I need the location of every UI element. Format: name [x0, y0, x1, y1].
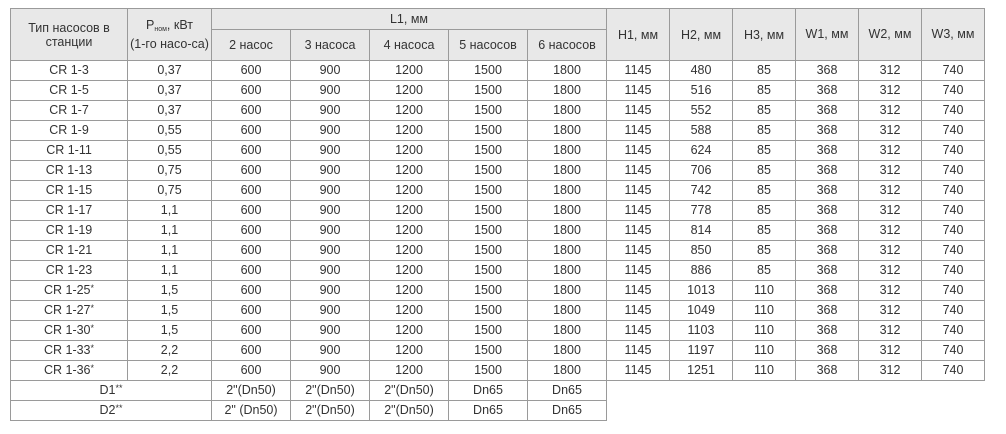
h3-cell: 110	[733, 321, 796, 341]
w2-cell: 312	[859, 221, 922, 241]
l1-cell: 600	[212, 101, 291, 121]
header-h2: H2, мм	[670, 9, 733, 61]
l1-cell: 900	[291, 361, 370, 381]
pump-type-cell	[11, 301, 128, 321]
power-cell: 1,1	[128, 241, 212, 261]
w1-cell: 368	[796, 201, 859, 221]
h1-cell: 1145	[607, 281, 670, 301]
l1-cell: 1200	[370, 101, 449, 121]
w1-cell: 368	[796, 321, 859, 341]
h3-cell: 110	[733, 281, 796, 301]
l1-cell: 1500	[449, 161, 528, 181]
header-power	[128, 9, 212, 61]
l1-cell: 1800	[528, 101, 607, 121]
h2-cell: 814	[670, 221, 733, 241]
footnote-mark: *	[90, 303, 95, 313]
l1-cell: 900	[291, 261, 370, 281]
pump-type-label: CR 1-36	[43, 363, 91, 377]
l1-cell: 900	[291, 321, 370, 341]
connection-value-cell: 2" (Dn50)	[212, 401, 291, 421]
l1-cell: 1800	[528, 221, 607, 241]
power-cell: 1,5	[128, 281, 212, 301]
pump-type-cell	[11, 221, 128, 241]
w2-cell: 312	[859, 121, 922, 141]
h2-cell: 480	[670, 61, 733, 81]
connection-row	[11, 381, 985, 401]
h3-cell: 85	[733, 261, 796, 281]
header-w3: W3, мм	[922, 9, 985, 61]
pump-type-cell	[11, 281, 128, 301]
h2-cell: 778	[670, 201, 733, 221]
connection-value-cell: Dn65	[449, 401, 528, 421]
connection-value-cell: 2"(Dn50)	[212, 381, 291, 401]
h2-cell: 850	[670, 241, 733, 261]
h2-cell: 588	[670, 121, 733, 141]
w2-cell: 312	[859, 261, 922, 281]
table-row	[11, 101, 985, 121]
pump-type-label: CR 1-23	[45, 263, 93, 277]
h3-cell: 85	[733, 141, 796, 161]
l1-cell: 1500	[449, 81, 528, 101]
power-cell: 0,37	[128, 101, 212, 121]
l1-cell: 1200	[370, 221, 449, 241]
w3-cell: 740	[922, 61, 985, 81]
l1-cell: 900	[291, 301, 370, 321]
power-cell: 0,55	[128, 141, 212, 161]
l1-cell: 600	[212, 361, 291, 381]
pump-type-cell	[11, 101, 128, 121]
l1-cell: 1500	[449, 121, 528, 141]
l1-cell: 1200	[370, 201, 449, 221]
l1-cell: 1800	[528, 261, 607, 281]
l1-cell: 600	[212, 221, 291, 241]
l1-cell: 1500	[449, 341, 528, 361]
table-row	[11, 321, 985, 341]
l1-cell: 900	[291, 341, 370, 361]
blank-area	[607, 381, 985, 401]
pump-type-cell	[11, 261, 128, 281]
table-row	[11, 61, 985, 81]
h1-cell: 1145	[607, 301, 670, 321]
l1-cell: 1500	[449, 141, 528, 161]
blank-area	[607, 401, 985, 421]
l1-cell: 1500	[449, 361, 528, 381]
l1-cell: 1200	[370, 241, 449, 261]
l1-cell: 900	[291, 121, 370, 141]
footnote-mark: *	[90, 283, 95, 293]
l1-cell: 600	[212, 61, 291, 81]
h3-cell: 85	[733, 221, 796, 241]
power-note: (1-го насо-са)	[130, 37, 209, 51]
l1-cell: 900	[291, 221, 370, 241]
w3-cell: 740	[922, 341, 985, 361]
connection-value-cell: Dn65	[449, 381, 528, 401]
pump-type-label: CR 1-27	[43, 303, 91, 317]
l1-cell: 1200	[370, 61, 449, 81]
w2-cell: 312	[859, 361, 922, 381]
l1-cell: 1800	[528, 241, 607, 261]
l1-cell: 1500	[449, 221, 528, 241]
pump-type-label: CR 1-17	[45, 203, 93, 217]
h1-cell: 1145	[607, 61, 670, 81]
w3-cell: 740	[922, 101, 985, 121]
table-row	[11, 221, 985, 241]
h3-cell: 85	[733, 201, 796, 221]
power-cell: 0,75	[128, 161, 212, 181]
l1-cell: 600	[212, 141, 291, 161]
power-unit: , кВт	[166, 18, 193, 32]
h1-cell: 1145	[607, 101, 670, 121]
w3-cell: 740	[922, 281, 985, 301]
header-w2: W2, мм	[859, 9, 922, 61]
l1-cell: 1500	[449, 321, 528, 341]
l1-cell: 600	[212, 81, 291, 101]
l1-cell: 900	[291, 161, 370, 181]
table-row	[11, 341, 985, 361]
h3-cell: 85	[733, 161, 796, 181]
l1-cell: 600	[212, 121, 291, 141]
w3-cell: 740	[922, 361, 985, 381]
l1-cell: 600	[212, 341, 291, 361]
h3-cell: 85	[733, 61, 796, 81]
l1-cell: 600	[212, 241, 291, 261]
h2-cell: 742	[670, 181, 733, 201]
l1-cell: 1200	[370, 181, 449, 201]
w1-cell: 368	[796, 281, 859, 301]
header-w1: W1, мм	[796, 9, 859, 61]
footnote-mark: *	[90, 343, 95, 353]
pump-type-cell	[11, 341, 128, 361]
h3-cell: 85	[733, 121, 796, 141]
l1-cell: 1200	[370, 321, 449, 341]
connection-label: D1	[99, 383, 116, 397]
w1-cell: 368	[796, 141, 859, 161]
connection-label: D2	[99, 403, 116, 417]
l1-cell: 900	[291, 201, 370, 221]
w2-cell: 312	[859, 161, 922, 181]
w2-cell: 312	[859, 61, 922, 81]
header-l1-col-6: 6 насосов	[528, 30, 607, 61]
w1-cell: 368	[796, 261, 859, 281]
h2-cell: 1013	[670, 281, 733, 301]
l1-cell: 600	[212, 161, 291, 181]
h1-cell: 1145	[607, 181, 670, 201]
pump-type-label: CR 1-11	[46, 143, 92, 157]
power-symbol: P	[146, 18, 155, 32]
pump-type-cell	[11, 61, 128, 81]
power-cell: 1,1	[128, 261, 212, 281]
h2-cell: 1049	[670, 301, 733, 321]
h3-cell: 85	[733, 181, 796, 201]
l1-cell: 1800	[528, 181, 607, 201]
l1-cell: 600	[212, 201, 291, 221]
w1-cell: 368	[796, 81, 859, 101]
table-row	[11, 81, 985, 101]
pump-type-label: CR 1-33	[43, 343, 91, 357]
w2-cell: 312	[859, 101, 922, 121]
table-row	[11, 141, 985, 161]
table-row	[11, 201, 985, 221]
w1-cell: 368	[796, 301, 859, 321]
l1-cell: 900	[291, 241, 370, 261]
w1-cell: 368	[796, 241, 859, 261]
pump-type-label: CR 1-7	[49, 103, 89, 117]
h2-cell: 1251	[670, 361, 733, 381]
l1-cell: 1500	[449, 101, 528, 121]
w1-cell: 368	[796, 101, 859, 121]
l1-cell: 1800	[528, 361, 607, 381]
l1-cell: 1800	[528, 321, 607, 341]
power-subscript: ном	[154, 26, 167, 33]
w3-cell: 740	[922, 221, 985, 241]
pump-type-label: CR 1-21	[45, 243, 93, 257]
w2-cell: 312	[859, 301, 922, 321]
h1-cell: 1145	[607, 81, 670, 101]
l1-cell: 1800	[528, 301, 607, 321]
l1-cell: 1200	[370, 121, 449, 141]
power-cell: 1,1	[128, 201, 212, 221]
power-cell: 0,37	[128, 81, 212, 101]
power-cell: 2,2	[128, 361, 212, 381]
power-cell: 1,1	[128, 221, 212, 241]
connection-label-cell	[11, 381, 212, 401]
l1-cell: 1800	[528, 281, 607, 301]
h2-cell: 1197	[670, 341, 733, 361]
l1-cell: 1800	[528, 201, 607, 221]
w3-cell: 740	[922, 81, 985, 101]
table-row	[11, 281, 985, 301]
table-row	[11, 181, 985, 201]
w1-cell: 368	[796, 121, 859, 141]
h2-cell: 1103	[670, 321, 733, 341]
l1-cell: 600	[212, 321, 291, 341]
h2-cell: 886	[670, 261, 733, 281]
l1-cell: 1200	[370, 161, 449, 181]
pump-type-cell	[11, 201, 128, 221]
pump-type-label: CR 1-9	[49, 123, 89, 137]
header-l1: L1, мм	[212, 9, 607, 30]
l1-cell: 1500	[449, 61, 528, 81]
w2-cell: 312	[859, 141, 922, 161]
h1-cell: 1145	[607, 221, 670, 241]
w3-cell: 740	[922, 201, 985, 221]
w3-cell: 740	[922, 141, 985, 161]
l1-cell: 1800	[528, 141, 607, 161]
l1-cell: 1500	[449, 241, 528, 261]
l1-cell: 1500	[449, 181, 528, 201]
connection-value-cell: 2"(Dn50)	[370, 381, 449, 401]
l1-cell: 1500	[449, 261, 528, 281]
header-l1-col-2: 2 насос	[212, 30, 291, 61]
w3-cell: 740	[922, 121, 985, 141]
w1-cell: 368	[796, 221, 859, 241]
connection-value-cell: Dn65	[528, 401, 607, 421]
table-row	[11, 361, 985, 381]
pump-type-label: CR 1-30	[43, 323, 91, 337]
l1-cell: 1200	[370, 261, 449, 281]
l1-cell: 1800	[528, 121, 607, 141]
pump-type-label: CR 1-25	[43, 283, 91, 297]
l1-cell: 900	[291, 81, 370, 101]
footnote-mark: **	[115, 383, 123, 393]
l1-cell: 1200	[370, 341, 449, 361]
h3-cell: 110	[733, 301, 796, 321]
table-body	[11, 61, 985, 421]
pump-type-cell	[11, 361, 128, 381]
h1-cell: 1145	[607, 161, 670, 181]
w2-cell: 312	[859, 281, 922, 301]
w3-cell: 740	[922, 301, 985, 321]
pump-type-label: CR 1-5	[49, 83, 89, 97]
w2-cell: 312	[859, 201, 922, 221]
w2-cell: 312	[859, 181, 922, 201]
h1-cell: 1145	[607, 321, 670, 341]
l1-cell: 900	[291, 61, 370, 81]
l1-cell: 1500	[449, 281, 528, 301]
h1-cell: 1145	[607, 241, 670, 261]
w2-cell: 312	[859, 341, 922, 361]
l1-cell: 1500	[449, 301, 528, 321]
power-cell: 0,55	[128, 121, 212, 141]
header-l1-col-5: 5 насосов	[449, 30, 528, 61]
l1-cell: 600	[212, 281, 291, 301]
l1-cell: 1200	[370, 281, 449, 301]
l1-cell: 600	[212, 181, 291, 201]
connection-value-cell: Dn65	[528, 381, 607, 401]
header-h1: H1, мм	[607, 9, 670, 61]
h3-cell: 110	[733, 341, 796, 361]
pump-type-cell	[11, 81, 128, 101]
h1-cell: 1145	[607, 261, 670, 281]
w3-cell: 740	[922, 261, 985, 281]
pump-type-cell	[11, 141, 128, 161]
h2-cell: 516	[670, 81, 733, 101]
pump-type-cell	[11, 181, 128, 201]
l1-cell: 1200	[370, 301, 449, 321]
header-l1-col-3: 3 насоса	[291, 30, 370, 61]
l1-cell: 1500	[449, 201, 528, 221]
w3-cell: 740	[922, 181, 985, 201]
footnote-mark: *	[90, 363, 95, 373]
l1-cell: 900	[291, 281, 370, 301]
header-l1-col-4: 4 насоса	[370, 30, 449, 61]
table-row	[11, 301, 985, 321]
h3-cell: 110	[733, 361, 796, 381]
pump-type-label: CR 1-19	[45, 223, 93, 237]
footnote-mark: **	[115, 403, 123, 413]
power-cell: 0,75	[128, 181, 212, 201]
pump-dimensions-table	[10, 8, 985, 421]
connection-row	[11, 401, 985, 421]
pump-type-label: CR 1-3	[49, 63, 89, 77]
connection-label-cell	[11, 401, 212, 421]
w1-cell: 368	[796, 161, 859, 181]
l1-cell: 1800	[528, 81, 607, 101]
header-pump-type: Тип насосов в станции	[11, 9, 128, 61]
l1-cell: 1800	[528, 161, 607, 181]
w2-cell: 312	[859, 241, 922, 261]
w3-cell: 740	[922, 161, 985, 181]
w1-cell: 368	[796, 181, 859, 201]
pump-type-label: CR 1-13	[45, 163, 93, 177]
power-cell: 1,5	[128, 321, 212, 341]
h1-cell: 1145	[607, 141, 670, 161]
connection-value-cell: 2"(Dn50)	[370, 401, 449, 421]
table-row	[11, 121, 985, 141]
l1-cell: 900	[291, 141, 370, 161]
power-cell: 1,5	[128, 301, 212, 321]
w3-cell: 740	[922, 241, 985, 261]
h2-cell: 706	[670, 161, 733, 181]
header-h3: H3, мм	[733, 9, 796, 61]
pump-type-cell	[11, 241, 128, 261]
table-row	[11, 241, 985, 261]
connection-value-cell: 2"(Dn50)	[291, 401, 370, 421]
h1-cell: 1145	[607, 121, 670, 141]
connection-value-cell: 2"(Dn50)	[291, 381, 370, 401]
power-cell: 0,37	[128, 61, 212, 81]
w3-cell: 740	[922, 321, 985, 341]
l1-cell: 1800	[528, 61, 607, 81]
h3-cell: 85	[733, 241, 796, 261]
l1-cell: 600	[212, 261, 291, 281]
table-row	[11, 261, 985, 281]
footnote-mark: *	[90, 323, 95, 333]
h3-cell: 85	[733, 81, 796, 101]
pump-type-label: CR 1-15	[45, 183, 93, 197]
pump-type-cell	[11, 121, 128, 141]
h1-cell: 1145	[607, 341, 670, 361]
l1-cell: 1200	[370, 81, 449, 101]
table-row	[11, 161, 985, 181]
l1-cell: 600	[212, 301, 291, 321]
l1-cell: 900	[291, 181, 370, 201]
l1-cell: 1200	[370, 141, 449, 161]
l1-cell: 900	[291, 101, 370, 121]
w2-cell: 312	[859, 321, 922, 341]
pump-type-cell	[11, 161, 128, 181]
h3-cell: 85	[733, 101, 796, 121]
h2-cell: 624	[670, 141, 733, 161]
w1-cell: 368	[796, 61, 859, 81]
w1-cell: 368	[796, 361, 859, 381]
w2-cell: 312	[859, 81, 922, 101]
power-cell: 2,2	[128, 341, 212, 361]
l1-cell: 1800	[528, 341, 607, 361]
l1-cell: 1200	[370, 361, 449, 381]
h1-cell: 1145	[607, 201, 670, 221]
h1-cell: 1145	[607, 361, 670, 381]
pump-type-cell	[11, 321, 128, 341]
h2-cell: 552	[670, 101, 733, 121]
w1-cell: 368	[796, 341, 859, 361]
